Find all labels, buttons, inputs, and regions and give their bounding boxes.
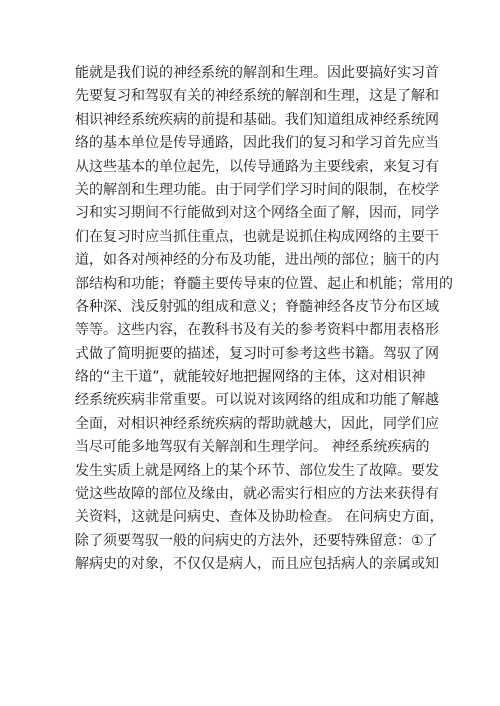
text-line: 经系统疾病非常重要。可以说对该网络的组成和功能了解越: [75, 392, 439, 409]
text-line: 发生实质上就是网络上的某个环节、部位发生了故障。要发: [75, 462, 439, 479]
text-line: 们在复习时应当抓住重点，也就是说抓住构成网络的主要干: [75, 228, 439, 245]
text-line: 除了须要驾驭一般的问病史的方法外，还要特殊留意：①了: [75, 532, 438, 549]
text-line: 当尽可能多地驾驭有关解剖和生理学问。 神经系统疾病的: [75, 439, 430, 456]
text-line: 等等。这些内容，在教科书及有关的参考资料中都用表格形: [75, 322, 439, 339]
text-line: 络的基本单位是传导通路，因此我们的复习和学习首先应当: [75, 135, 439, 152]
text-line: 式做了简明扼要的描述，复习时可参考这些书籍。驾驭了网: [75, 345, 439, 362]
text-line: 觉这些故障的部位及缘由，就必需实行相应的方法来获得有: [75, 486, 439, 503]
text-line: 相识神经系统疾病的前提和基础。我们知道组成神经系统网: [75, 111, 439, 128]
text-line: 从这些基本的单位起先，以传导通路为主要线索，来复习有: [75, 158, 439, 175]
text-line: 关资料，这就是问病史、查体及协助检查。 在问病史方面，: [75, 509, 444, 526]
text-line: 习和实习期间不行能做到对这个网络全面了解，因而，同学: [75, 205, 439, 222]
text-line: 络的“主干道”，就能较好地把握网络的主体，这对相识神: [75, 369, 426, 386]
text-line: 各种深、浅反射弧的组成和意义；脊髓神经各皮节分布区域: [75, 298, 439, 315]
text-line: 关的解剖和生理功能。由于同学们学习时间的限制，在校学: [75, 181, 439, 198]
text-line: 先要复习和驾驭有关的神经系统的解剖和生理，这是了解和: [75, 88, 439, 105]
text-line: 全面，对相识神经系统疾病的帮助就越大，因此，同学们应: [75, 415, 439, 432]
text-line: 道，如各对颅神经的分布及功能，进出颅的部位；脑干的内: [75, 252, 439, 269]
text-line: 部结构和功能；脊髓主要传导束的位置、起止和机能；常用的: [75, 275, 453, 292]
body-text: [75, 62, 453, 577]
text-line: 解病史的对象，不仅仅是病人，而且应包括病人的亲属或知: [75, 556, 439, 573]
text-line: 能就是我们说的神经系统的解剖和生理。因此要搞好实习首: [75, 65, 439, 81]
